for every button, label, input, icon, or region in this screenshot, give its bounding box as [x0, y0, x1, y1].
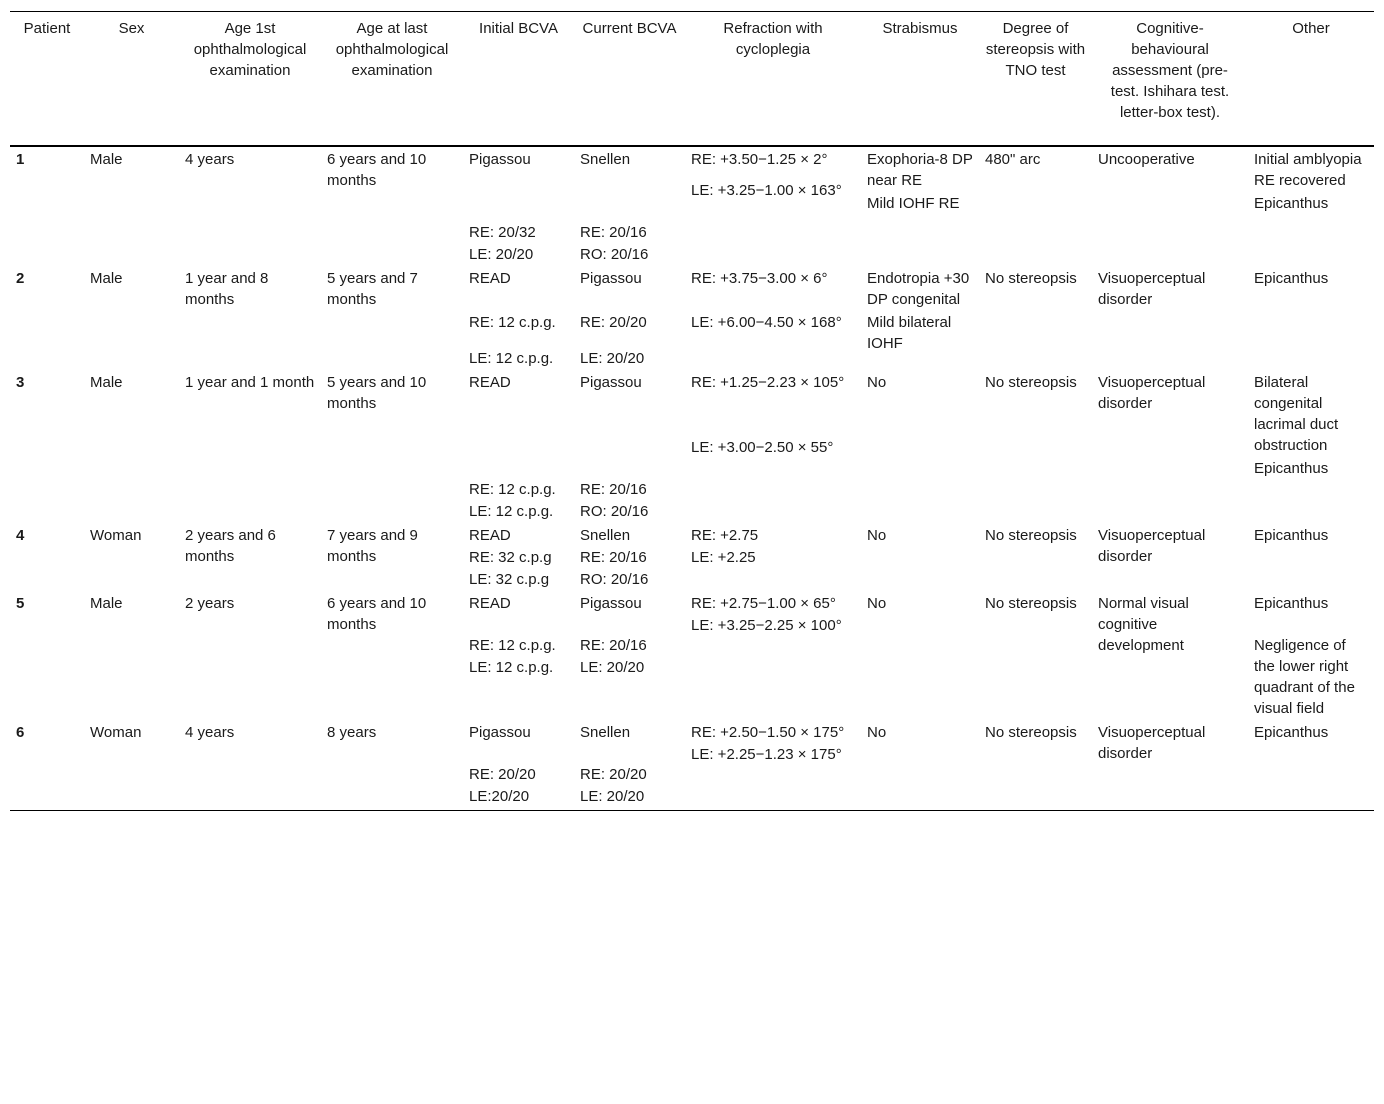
header-age-first: Age 1st ophthalmological examination [179, 12, 321, 147]
patient-table [10, 11, 1374, 811]
cell-refraction [685, 146, 861, 266]
cell-initial-bcva [463, 720, 574, 811]
table-row [10, 523, 1374, 591]
cell-strabismus [861, 146, 979, 266]
bcva-re: RE: 12 c.p.g. [469, 314, 556, 331]
header-refraction: Refraction with cycloplegia [685, 12, 861, 147]
table-row [10, 146, 1374, 266]
table-row [10, 370, 1374, 523]
strabismus-primary: No [867, 374, 887, 391]
cell-age-last: 8 years [321, 720, 463, 811]
bcva-method: READ [469, 527, 511, 544]
table-row [10, 266, 1374, 370]
cell-cognitive: Visuoperceptual disorder [1098, 374, 1206, 412]
bcva-re: RE: 20/16 [580, 224, 647, 241]
cell-stereopsis: No stereopsis [985, 374, 1077, 391]
other-note: Epicanthus [1254, 595, 1329, 612]
cell-cognitive: Normal visual cognitive development [1098, 595, 1189, 654]
cell-stereopsis: No stereopsis [985, 270, 1077, 287]
cell-age-first: 4 years [179, 720, 321, 811]
cell-cognitive: Visuoperceptual disorder [1098, 270, 1206, 308]
cell-age-last: 5 years and 10 months [327, 374, 427, 412]
cell-patient: 1 [16, 151, 25, 168]
bcva-re: RE: 20/32 [469, 224, 536, 241]
cell-cognitive: Uncooperative [1098, 151, 1195, 168]
bcva-le: LE: 20/20 [469, 246, 534, 263]
cell-sex: Male [90, 270, 123, 287]
refraction-le: LE: +3.25−1.00 × 163° [691, 182, 842, 199]
cell-initial-bcva [463, 523, 574, 591]
strabismus-primary: Exophoria-8 DP near RE [867, 151, 973, 189]
bcva-method: Pigassou [580, 374, 642, 391]
cell-other [1248, 720, 1374, 811]
cell-strabismus [861, 720, 979, 811]
cell-current-bcva [574, 370, 685, 523]
cell-sex: Male [90, 595, 123, 612]
strabismus-secondary: Mild bilateral IOHF [867, 314, 952, 352]
cell-strabismus [861, 266, 979, 370]
cell-refraction [685, 266, 861, 370]
cell-age-first: 2 years and 6 months [185, 527, 276, 565]
refraction-re: RE: +2.75−1.00 × 65° [691, 595, 836, 612]
cell-age-last: 6 years and 10 months [327, 595, 427, 633]
table-row [10, 720, 1374, 811]
cell-sex: Woman [84, 720, 179, 811]
header-initial-bcva: Initial BCVA [463, 12, 574, 147]
bcva-method: READ [469, 374, 511, 391]
bcva-re: RE: 20/20 [580, 766, 647, 783]
bcva-method: Pigassou [580, 270, 642, 287]
bcva-re: RE: 12 c.p.g. [469, 481, 556, 498]
cell-refraction [685, 370, 861, 523]
cell-other [1248, 591, 1374, 720]
bcva-method: Pigassou [469, 724, 531, 741]
cell-age-last: 5 years and 7 months [327, 270, 418, 308]
cell-refraction [685, 720, 861, 811]
refraction-le: LE: +6.00−4.50 × 168° [691, 314, 842, 331]
cell-sex: Male [90, 151, 123, 168]
bcva-method: Snellen [580, 151, 631, 168]
cell-other [1248, 523, 1374, 591]
bcva-le: LE: 20/20 [580, 659, 645, 676]
cell-refraction [685, 591, 861, 720]
cell-patient: 5 [16, 595, 25, 612]
bcva-le: LE:20/20 [469, 788, 530, 805]
bcva-re: RE: 20/20 [469, 766, 536, 783]
bcva-le: LE: 32 c.p.g [469, 571, 550, 588]
bcva-le: LE: 12 c.p.g. [469, 350, 554, 367]
bcva-le: LE: 20/20 [580, 788, 645, 805]
bcva-re: RE: 20/16 [580, 549, 647, 566]
refraction-re: RE: +1.25−2.23 × 105° [691, 374, 845, 391]
header-current-bcva: Current BCVA [574, 12, 685, 147]
cell-stereopsis: No stereopsis [985, 527, 1077, 544]
bcva-le: LE: 12 c.p.g. [469, 503, 554, 520]
cell-stereopsis: No stereopsis [985, 595, 1077, 612]
cell-patient: 3 [16, 374, 25, 391]
cell-current-bcva [574, 523, 685, 591]
refraction-re: RE: +2.50−1.50 × 175° [691, 724, 845, 741]
strabismus-primary: Endotropia +30 DP congenital [867, 270, 970, 308]
other-note: Initial amblyopia RE recovered [1254, 151, 1362, 189]
cell-current-bcva [574, 266, 685, 370]
other-note: Epicanthus [1254, 724, 1329, 741]
cell-patient: 4 [16, 527, 25, 544]
bcva-method: Snellen [580, 724, 631, 741]
refraction-le: LE: +3.00−2.50 × 55° [691, 439, 834, 456]
refraction-le: LE: +2.25 [691, 549, 756, 566]
bcva-method: READ [469, 270, 511, 287]
refraction-re: RE: +3.50−1.25 × 2° [691, 151, 828, 168]
bcva-re: RE: 20/20 [580, 314, 647, 331]
other-note: Bilateral congenital lacrimal duct obstruction [1254, 374, 1339, 454]
refraction-re: RE: +3.75−3.00 × 6° [691, 270, 828, 287]
bcva-re: RE: 20/16 [580, 481, 647, 498]
other-note: Negligence of the lower right quadrant of the visual field [1254, 637, 1355, 717]
strabismus-primary: No [867, 724, 887, 741]
cell-current-bcva [574, 591, 685, 720]
other-note: Epicanthus [1254, 270, 1329, 287]
strabismus-secondary: Mild IOHF RE [867, 195, 960, 212]
bcva-ro: RO: 20/16 [580, 503, 649, 520]
cell-other [1248, 146, 1374, 266]
cell-age-first: 1 year and 1 month [185, 374, 315, 391]
bcva-method: Pigassou [580, 595, 642, 612]
bcva-method: READ [469, 595, 511, 612]
cell-strabismus [861, 591, 979, 720]
cell-initial-bcva [463, 266, 574, 370]
refraction-le: LE: +2.25−1.23 × 175° [691, 746, 842, 763]
cell-strabismus [861, 370, 979, 523]
cell-age-first: 1 year and 8 months [185, 270, 269, 308]
header-age-last: Age at last ophthalmological examination [321, 12, 463, 147]
cell-current-bcva [574, 146, 685, 266]
bcva-le: LE: 12 c.p.g. [469, 659, 554, 676]
header-sex: Sex [84, 12, 179, 147]
cell-strabismus [861, 523, 979, 591]
cell-age-first: 2 years [185, 595, 235, 612]
bcva-ro: RO: 20/16 [580, 246, 649, 263]
cell-sex: Woman [90, 527, 142, 544]
refraction-re: RE: +2.75 [691, 527, 759, 544]
cell-cognitive: Visuoperceptual disorder [1092, 720, 1248, 811]
header-other: Other [1248, 12, 1374, 147]
strabismus-primary: No [867, 595, 887, 612]
bcva-re: RE: 32 c.p.g [469, 549, 552, 566]
cell-stereopsis: 480" arc [985, 151, 1041, 168]
bcva-ro: RO: 20/16 [580, 571, 649, 588]
cell-initial-bcva [463, 146, 574, 266]
header-cognitive: Cognitive-behavioural assessment (pre-test. Ishihara test. letter-box test). [1092, 12, 1248, 147]
header-strabismus: Strabismus [861, 12, 979, 147]
bcva-method: Pigassou [469, 151, 531, 168]
cell-patient: 2 [16, 270, 25, 287]
cell-other [1248, 370, 1374, 523]
cell-age-last: 6 years and 10 months [327, 151, 427, 189]
cell-other [1248, 266, 1374, 370]
bcva-le: LE: 20/20 [580, 350, 645, 367]
refraction-le: LE: +3.25−2.25 × 100° [691, 617, 842, 634]
cell-cognitive: Visuoperceptual disorder [1098, 527, 1206, 565]
other-note: Epicanthus [1254, 527, 1329, 544]
cell-sex: Male [90, 374, 123, 391]
strabismus-primary: No [867, 527, 887, 544]
cell-initial-bcva [463, 370, 574, 523]
cell-age-last: 7 years and 9 months [327, 527, 418, 565]
header-stereopsis: Degree of stereopsis with TNO test [979, 12, 1092, 147]
cell-refraction [685, 523, 861, 591]
table-row [10, 591, 1374, 720]
cell-age-first: 4 years [185, 151, 235, 168]
header-patient: Patient [10, 12, 84, 147]
cell-current-bcva [574, 720, 685, 811]
cell-stereopsis: No stereopsis [979, 720, 1092, 811]
table-container [10, 11, 1374, 811]
header-row [10, 12, 1374, 147]
other-note: Epicanthus [1254, 195, 1329, 212]
other-note: Epicanthus [1254, 460, 1329, 477]
bcva-re: RE: 12 c.p.g. [469, 637, 556, 654]
cell-patient: 6 [10, 720, 84, 811]
bcva-re: RE: 20/16 [580, 637, 647, 654]
bcva-method: Snellen [580, 527, 631, 544]
cell-initial-bcva [463, 591, 574, 720]
